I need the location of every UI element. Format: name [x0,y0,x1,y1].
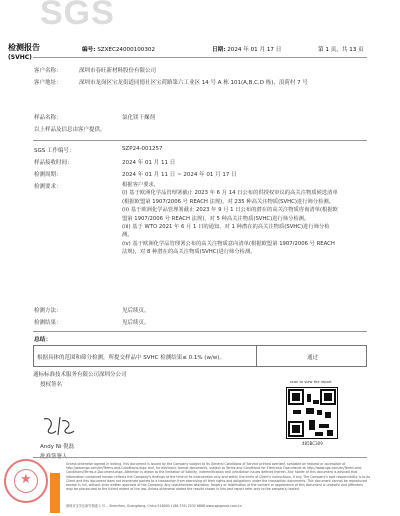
summary-table-divider [256,345,257,367]
signer-title: 批准签署人 [40,454,68,460]
header-divider [33,57,367,58]
requirement-item-2: (ii) 基于欧洲化学品管理署截止 2023 年 9 月 1 日公布的潜在的高关注物质咨询清单(根据欧盟第 1907/2006 号 REACH 法规)，对 5 种高关注物质(SVHC)进行筛分检测。 [122,207,338,222]
summary-verdict: 通过 [307,355,319,361]
report-date-value: 2024 年 01 月 17 日 [227,47,282,53]
requirement-item-1: (i) 基于欧洲化学品管理署截止 2023 年 6 月 14 日公布的供授权审议的高关注物质候选清单(根据欧盟第 1907/2006 号 REACH 法规)，对 235 种高关注物质(SVHC)进行筛分检测。 [122,190,338,205]
client-name: 深圳市春旺新材料股份有限公司 [79,68,157,74]
qr-code-id: 485BC309 [302,441,323,446]
report-date [212,45,281,53]
sample-name: 氯化镁干燥剂 [122,115,156,121]
seal-star-icon: ★ [20,472,32,487]
qr-code[interactable] [286,387,338,439]
client-name-label: 客户名称： [34,68,62,74]
section-divider [33,140,367,141]
test-method: 见后续页。 [122,308,150,314]
authorized-signature-label: 授权签名 [40,382,63,388]
page-indicator: 第 1 页，共 13 页 [318,47,364,53]
footer-divider [33,457,367,458]
terms-fine-print: Unless otherwise agreed in writing, this document is issued by the Company subject to its General Conditions of Service printed overleaf, available on request or accessible at http://www.sgs.com/en/Terms-and-Conditions.aspx and, for electronic format documents, subject to Terms and Conditions for Electronic Documents at http://www.sgs.com/en/Terms-and-Conditions/Terms-e-Document.aspx. Attention is drawn to the limitation of liability, indemnification and jurisdiction issues defined therein. Any holder of this document is advised that information contained hereon reflects the Company's findings at the time of its intervention only and within the limits of Client's instructions, if any. The Company's sole responsibility is to its Client and this document does not exonerate parties to a transaction from exercising all their rights and obligations under the transaction documents. This document cannot be reproduced except in full, without prior written approval of the Company. Any unauthorized alteration, forgery or falsification of the content or appearance of this document is unlawful and offenders may be prosecuted to the fullest extent of the law. Unless otherwise stated the results shown in this test report refer only to the sample(s) tested. [66,462,371,492]
signer-name: Andy Ni 倪磊 [40,444,75,450]
report-number [82,45,155,53]
brand-color-bar [50,473,60,513]
client-address-label: 客户地址： [34,80,62,86]
client-address: 深圳市龙岗区宝龙街道同德社区宝荷路第六工业区 14 号 A 栋 101(A,B,C,D 栋)、浪荷村 7 号 [79,80,308,86]
test-result: 见后续页。 [122,320,150,326]
report-subtitle: (SVHC) [8,54,32,61]
company-name: 通标标准技术服务有限公司深圳分公司 [33,372,127,378]
footer-address: 深圳市宝安区新安街道 1 号... Shenzhen, Guangdong, China 518000 t (86-755) 2532 8888 www.sgsgroup.com.cn [66,504,242,508]
report-number-label: 编号: [82,47,96,53]
period-label: 检测周期： [34,172,62,178]
requirement-label: 检测要求： [34,184,62,190]
job-number: SZP24-001257 [122,146,163,152]
sample-note: 以上样品及信息由客户提供。 [34,127,106,133]
report-number-value: SZXEC24000100302 [97,47,156,53]
qr-caption: scan to view the report [290,380,332,384]
requirement-item-3: (iii) 基于 WTO 2021 年 6 月 1 日的通知，对 1 种潜在的高关注物质(SVHC)进行筛分检测。 [122,224,330,239]
company-seal [4,459,48,503]
requirement-text [122,181,338,257]
requirement-intro: 根据客户要求， [122,182,160,188]
summary-divider [33,331,367,332]
job-number-label: SGS 工作编号： [34,148,75,154]
summary-label: 总结： [34,337,52,343]
sgs-logo: SGS [40,0,115,32]
summary-text: 根据具体的范围和筛分检测，所提交样品中 SVHC 检测结果≤ 0.1% (w/w)。 [37,355,225,361]
received-label: 样品接收时间： [34,160,73,166]
result-label: 检测结果： [34,320,62,326]
handwritten-signature [40,413,76,439]
sample-name-label: 样品名称： [34,115,62,121]
method-label: 检测方法： [34,308,62,314]
requirement-item-4: (iv) 基于欧洲化学品管理署公布的高关注物质意向清单(根据欧盟第 1907/2006 号 REACH 法规)，对 8 种潜在的高关注物质(SVHC)进行筛分检测。 [122,240,335,256]
report-date-label: 日期: [212,47,226,53]
test-period: 2024 年 01 月 11 日 ~ 2024 年 01 月 17 日 [122,172,237,178]
received-date: 2024 年 01 月 11 日 [122,160,176,166]
report-title: 检测报告 [8,43,40,52]
